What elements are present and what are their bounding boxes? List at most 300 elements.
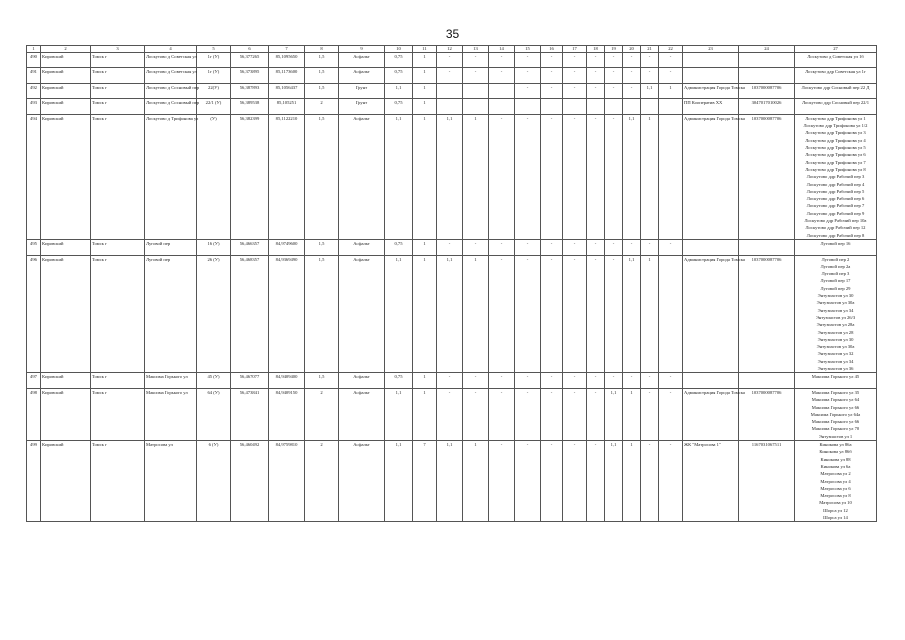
table-cell: Грунт bbox=[339, 83, 385, 99]
table-cell: 2 bbox=[305, 99, 339, 115]
table-cell: 1,1 bbox=[385, 83, 413, 99]
address-line: Энтузиастов ул 34 bbox=[817, 307, 854, 313]
table-cell: - bbox=[605, 83, 623, 99]
table-cell: 1 bbox=[463, 441, 489, 522]
table-cell: - bbox=[489, 68, 515, 84]
table-cell: - bbox=[641, 52, 659, 68]
table-cell: 56,387893 bbox=[231, 83, 269, 99]
table-cell: 1037000087706 bbox=[739, 114, 795, 239]
address-line: Лоскутово ддр Трифонова ул 5 bbox=[805, 145, 866, 151]
table-cell bbox=[437, 83, 463, 99]
table-cell: - bbox=[605, 68, 623, 84]
table-cell: - bbox=[623, 373, 641, 389]
address-line: Энтузиастов ул 30а bbox=[816, 344, 855, 350]
table-cell: - bbox=[489, 52, 515, 68]
table-row bbox=[27, 441, 877, 522]
address-line: Энтузиастов ул 28 bbox=[817, 329, 854, 335]
address-line: Кинокова ул 86а bbox=[819, 442, 852, 448]
address-line: Лоскутово ддр Трифонова ул 1/2 bbox=[803, 123, 868, 129]
table-cell bbox=[563, 99, 587, 115]
address-line: Энтузиастов ул 30 bbox=[817, 336, 854, 342]
table-cell: ЖК "Матросова 1" bbox=[683, 441, 739, 522]
table-cell: 7 bbox=[413, 441, 437, 522]
table-cell: - bbox=[489, 441, 515, 522]
table-cell: 1,1 bbox=[385, 441, 413, 522]
column-header: 12 bbox=[437, 46, 463, 53]
address-line: Кинокова ул 88 bbox=[820, 456, 851, 462]
table-cell: Лоскутово д Сосновый пер bbox=[145, 99, 197, 115]
table-cell: 6 (У) bbox=[197, 441, 231, 522]
table-cell: 84,9409150 bbox=[269, 388, 305, 440]
table-cell: - bbox=[437, 68, 463, 84]
table-cell bbox=[739, 239, 795, 255]
table-cell: Администрация Города Томска bbox=[683, 114, 739, 239]
table-cell: Кировский bbox=[41, 52, 91, 68]
table-cell: - bbox=[659, 441, 683, 522]
table-cell: Асфальт bbox=[339, 52, 385, 68]
table-cell: 493 bbox=[27, 99, 41, 115]
address-line: Кинокова ул 86б bbox=[819, 449, 852, 455]
column-header: 22 bbox=[659, 46, 683, 53]
table-cell: - bbox=[605, 114, 623, 239]
table-cell: Томск г bbox=[91, 441, 145, 522]
table-cell: 56,473841 bbox=[231, 388, 269, 440]
address-line: Энтузиастов ул 28а bbox=[816, 322, 855, 328]
table-cell: - bbox=[641, 441, 659, 522]
table-row bbox=[27, 388, 877, 440]
table-cell: 84,9369490 bbox=[269, 255, 305, 373]
table-row bbox=[27, 83, 877, 99]
column-header: 2 bbox=[41, 46, 91, 53]
table-cell: - bbox=[489, 255, 515, 373]
table-cell: - bbox=[563, 255, 587, 373]
address-line: Энтузиастов ул 36 bbox=[817, 366, 854, 372]
table-cell: 1037000087706 bbox=[739, 255, 795, 373]
table-cell: 1,5 bbox=[305, 83, 339, 99]
table-cell: 56,382399 bbox=[231, 114, 269, 239]
address-list-cell bbox=[795, 441, 877, 522]
table-cell: - bbox=[437, 52, 463, 68]
table-cell: - bbox=[463, 239, 489, 255]
table-cell: - bbox=[563, 114, 587, 239]
table-cell: - bbox=[541, 68, 563, 84]
table-cell: 0,75 bbox=[385, 52, 413, 68]
table-cell: 1037000087706 bbox=[739, 83, 795, 99]
table-cell: - bbox=[587, 373, 605, 389]
table-cell: 85,1056437 bbox=[269, 83, 305, 99]
table-cell: - bbox=[463, 68, 489, 84]
address-line: Шорса ул 14 bbox=[823, 515, 848, 521]
address-line: Лоскутово ддр Рабочий пер 8 bbox=[806, 232, 865, 238]
address-line: Матросова ул 2 bbox=[820, 471, 851, 477]
table-cell: Луговой пер bbox=[145, 255, 197, 373]
table-cell: 2 bbox=[305, 441, 339, 522]
register-table bbox=[26, 45, 877, 522]
table-cell: 490 bbox=[27, 52, 41, 68]
address-line: Луговой пер 2 bbox=[821, 256, 850, 262]
table-cell: 0,75 bbox=[385, 239, 413, 255]
address-line: Максима Горького ул 64 bbox=[811, 397, 860, 403]
table-cell: 1,1 bbox=[385, 388, 413, 440]
table-cell: 45 (У) bbox=[197, 373, 231, 389]
table-cell: Асфальт bbox=[339, 239, 385, 255]
table-cell: 56,467077 bbox=[231, 373, 269, 389]
address-line: Матросова ул 10 bbox=[819, 500, 852, 506]
table-cell: 1,1 bbox=[623, 114, 641, 239]
table-cell: Асфальт bbox=[339, 68, 385, 84]
address-line: Луговой пер 2а bbox=[820, 263, 851, 269]
table-cell: Томск г bbox=[91, 83, 145, 99]
table-cell: - bbox=[563, 388, 587, 440]
table-cell: - bbox=[541, 83, 563, 99]
table-cell: 1 bbox=[413, 83, 437, 99]
table-cell bbox=[623, 99, 641, 115]
table-cell: 56,460492 bbox=[231, 441, 269, 522]
table-cell bbox=[659, 99, 683, 115]
table-cell: - bbox=[659, 239, 683, 255]
table-cell bbox=[489, 83, 515, 99]
table-cell: Максима Горького ул bbox=[145, 388, 197, 440]
table-cell: 84,9409400 bbox=[269, 373, 305, 389]
table-row bbox=[27, 52, 877, 68]
table-cell bbox=[515, 99, 541, 115]
column-header: 13 bbox=[463, 46, 489, 53]
table-cell: 1,5 bbox=[305, 68, 339, 84]
table-cell: - bbox=[623, 52, 641, 68]
table-cell: - bbox=[515, 114, 541, 239]
address-line: Матросова ул 8 bbox=[820, 493, 851, 499]
column-header: 21 bbox=[641, 46, 659, 53]
column-header: 24 bbox=[739, 46, 795, 53]
table-row bbox=[27, 114, 877, 239]
address-line: Лоскутово ддр Сосновый пер 22/1 bbox=[801, 100, 870, 106]
table-cell: Кировский bbox=[41, 114, 91, 239]
table-cell: 1 bbox=[413, 114, 437, 239]
table-cell: 64 (У) bbox=[197, 388, 231, 440]
table-cell: Асфальт bbox=[339, 114, 385, 239]
address-line: Лоскутово ддр Рабочий пер 5 bbox=[806, 188, 865, 194]
table-cell bbox=[739, 373, 795, 389]
address-line: Матросова ул 6 bbox=[820, 485, 851, 491]
table-cell: 56,466357 bbox=[231, 239, 269, 255]
table-cell: 499 bbox=[27, 441, 41, 522]
table-cell: 1,5 bbox=[305, 114, 339, 239]
table-cell: 1г (У) bbox=[197, 52, 231, 68]
table-cell: - bbox=[587, 52, 605, 68]
table-cell: Лоскутово д Советская ул bbox=[145, 52, 197, 68]
table-cell: - bbox=[541, 373, 563, 389]
table-cell: Кировский bbox=[41, 255, 91, 373]
address-line: Максима Горького ул 64а bbox=[810, 411, 861, 417]
table-cell bbox=[659, 255, 683, 373]
address-line: Лоскутово ддр Трифонова ул 7 bbox=[805, 159, 866, 165]
table-cell: Кировский bbox=[41, 441, 91, 522]
table-cell: 1 bbox=[659, 83, 683, 99]
page-number: 35 bbox=[445, 27, 460, 41]
table-cell: 85,1095650 bbox=[269, 52, 305, 68]
table-cell: 1,1 bbox=[437, 441, 463, 522]
table-cell: 1 bbox=[463, 114, 489, 239]
table-cell: - bbox=[437, 373, 463, 389]
table-cell: - bbox=[515, 239, 541, 255]
table-cell: - bbox=[515, 255, 541, 373]
column-header: 15 bbox=[515, 46, 541, 53]
table-cell bbox=[659, 114, 683, 239]
address-list-cell bbox=[795, 99, 877, 115]
address-line: Лоскутово д Советская ул 1б bbox=[807, 53, 864, 59]
address-line: Кинокова ул 6а bbox=[820, 463, 851, 469]
table-cell bbox=[739, 52, 795, 68]
table-cell: Администрация Города Томска bbox=[683, 388, 739, 440]
address-line: Энтузиастов ул 32 bbox=[817, 351, 854, 357]
address-line: Луговой пер 16 bbox=[820, 240, 851, 246]
address-line: Лоскутово ддр Рабочий пер 9 bbox=[806, 210, 865, 216]
table-cell: Грунт bbox=[339, 99, 385, 115]
table-cell: 1167031067511 bbox=[739, 441, 795, 522]
table-cell: 16 (У) bbox=[197, 239, 231, 255]
table-cell: - bbox=[541, 255, 563, 373]
table-cell: Томск г bbox=[91, 239, 145, 255]
column-header: 19 bbox=[605, 46, 623, 53]
table-cell bbox=[683, 68, 739, 84]
table-cell: - bbox=[587, 68, 605, 84]
table-cell: 492 bbox=[27, 83, 41, 99]
address-line: Максима Горького ул 35 bbox=[811, 389, 860, 395]
table-cell: - bbox=[641, 388, 659, 440]
table-cell: 497 bbox=[27, 373, 41, 389]
address-line: Шорса ул 12 bbox=[823, 507, 848, 513]
table-cell bbox=[683, 239, 739, 255]
table-cell: 1 bbox=[641, 255, 659, 373]
table-cell: 1 bbox=[413, 373, 437, 389]
address-list-cell bbox=[795, 83, 877, 99]
table-cell: Матросова ул bbox=[145, 441, 197, 522]
table-cell: Томск г bbox=[91, 373, 145, 389]
address-line: Луговой пер 3 bbox=[821, 271, 850, 277]
table-cell: 1,5 bbox=[305, 239, 339, 255]
address-line: Лоскутово ддр Рабочий пер 6 bbox=[806, 196, 865, 202]
table-row bbox=[27, 68, 877, 84]
address-list-cell bbox=[795, 388, 877, 440]
address-list-cell bbox=[795, 114, 877, 239]
table-cell: 1,5 bbox=[305, 52, 339, 68]
column-header: 10 bbox=[385, 46, 413, 53]
table-cell: 1 bbox=[413, 255, 437, 373]
table-cell: 2 bbox=[305, 388, 339, 440]
table-cell: Кировский bbox=[41, 99, 91, 115]
column-header: 5 bbox=[197, 46, 231, 53]
table-cell: - bbox=[587, 441, 605, 522]
table-cell: Томск г bbox=[91, 114, 145, 239]
table-cell: - bbox=[587, 83, 605, 99]
table-cell: 56,389538 bbox=[231, 99, 269, 115]
table-cell: 1 bbox=[413, 388, 437, 440]
address-line: Максима Горького ул 45 bbox=[811, 374, 860, 380]
column-header: 9 bbox=[339, 46, 385, 53]
table-cell: (У) bbox=[197, 114, 231, 239]
address-list-cell bbox=[795, 239, 877, 255]
table-cell: - bbox=[515, 68, 541, 84]
table-cell: - bbox=[541, 441, 563, 522]
table-cell: 85,1122210 bbox=[269, 114, 305, 239]
column-header: 3 bbox=[91, 46, 145, 53]
table-cell: Лоскутово д Трифонова ул bbox=[145, 114, 197, 239]
table-cell: - bbox=[489, 239, 515, 255]
table-cell: - bbox=[563, 441, 587, 522]
address-line: Лоскутово ддр Трифонова ул 3 bbox=[805, 130, 866, 136]
table-cell: Лоскутово д Советская ул bbox=[145, 68, 197, 84]
table-cell: 1 bbox=[413, 239, 437, 255]
column-header: 16 bbox=[541, 46, 563, 53]
table-cell: - bbox=[463, 388, 489, 440]
table-cell: Луговой пер bbox=[145, 239, 197, 255]
table-cell: Кировский bbox=[41, 373, 91, 389]
table-cell: Томск г bbox=[91, 52, 145, 68]
table-cell: - bbox=[605, 373, 623, 389]
table-cell: 1 bbox=[413, 68, 437, 84]
table-cell: 1,1 bbox=[385, 255, 413, 373]
table-cell: - bbox=[563, 52, 587, 68]
table-cell: - bbox=[659, 52, 683, 68]
column-header: 8 bbox=[305, 46, 339, 53]
table-cell: - bbox=[659, 388, 683, 440]
table-cell: 1 bbox=[413, 99, 437, 115]
table-cell: Асфальт bbox=[339, 373, 385, 389]
column-header: 17 bbox=[563, 46, 587, 53]
table-cell: - bbox=[587, 388, 605, 440]
address-line: Лоскутово ддр Рабочий пер 3 bbox=[806, 174, 865, 180]
address-line: Максима Горького ул 70 bbox=[811, 426, 860, 432]
table-cell: Асфальт bbox=[339, 441, 385, 522]
address-line: Максима Горького ул 66 bbox=[811, 419, 860, 425]
table-cell: - bbox=[587, 255, 605, 373]
column-header: 1 bbox=[27, 46, 41, 53]
address-line: Матросова ул 4 bbox=[820, 478, 851, 484]
table-cell: - bbox=[605, 239, 623, 255]
address-line: Лоскутово ддр Трифонова ул 1 bbox=[805, 115, 866, 121]
table-cell: - bbox=[489, 388, 515, 440]
table-cell: 26 (У) bbox=[197, 255, 231, 373]
table-cell: - bbox=[515, 83, 541, 99]
table-cell bbox=[641, 99, 659, 115]
table-cell: - bbox=[641, 239, 659, 255]
table-cell: - bbox=[541, 114, 563, 239]
address-line: Лоскутово ддр Советская ул 1г bbox=[805, 69, 866, 75]
table-cell: 22/1 (У) bbox=[197, 99, 231, 115]
table-cell: 1037000087706 bbox=[739, 388, 795, 440]
table-cell: - bbox=[587, 239, 605, 255]
address-line: Энтузиастов ул 30 bbox=[817, 293, 854, 299]
table-cell: 3047017010026 bbox=[739, 99, 795, 115]
table-cell: - bbox=[515, 52, 541, 68]
table-cell: - bbox=[463, 373, 489, 389]
table-cell: - bbox=[437, 239, 463, 255]
table-cell: - bbox=[489, 114, 515, 239]
table-cell: - bbox=[641, 68, 659, 84]
table-cell: - bbox=[489, 373, 515, 389]
table-row bbox=[27, 255, 877, 373]
table-cell: 84,9749600 bbox=[269, 239, 305, 255]
table-cell: 1 bbox=[623, 388, 641, 440]
table-cell: 1,1 bbox=[641, 83, 659, 99]
address-line: Лоскутово ддр Трифонова ул 4 bbox=[805, 137, 866, 143]
table-cell: 56,468357 bbox=[231, 255, 269, 373]
table-row bbox=[27, 99, 877, 115]
table-cell bbox=[541, 99, 563, 115]
address-line: Луговой пер 17 bbox=[820, 278, 851, 284]
table-cell: Томск г bbox=[91, 388, 145, 440]
table-cell: - bbox=[563, 373, 587, 389]
table-cell: - bbox=[563, 239, 587, 255]
table-cell: 56,373895 bbox=[231, 68, 269, 84]
table-cell: 85,105251 bbox=[269, 99, 305, 115]
table-cell: Кировский bbox=[41, 388, 91, 440]
table-cell: - bbox=[437, 388, 463, 440]
address-line: Лоскутово ддр Рабочий пер 12 bbox=[805, 225, 866, 231]
column-header: 4 bbox=[145, 46, 197, 53]
table-cell: Кировский bbox=[41, 68, 91, 84]
address-line: Лоскутово ддр Рабочий пер 7 bbox=[806, 203, 865, 209]
address-line: Лоскутово ддр Трифонова ул 6 bbox=[805, 152, 866, 158]
address-line: Энтузиастов ул 30а bbox=[816, 300, 855, 306]
column-header: 11 bbox=[413, 46, 437, 53]
table-cell bbox=[739, 68, 795, 84]
address-line: Луговой пер 29 bbox=[820, 285, 851, 291]
column-header: 14 bbox=[489, 46, 515, 53]
table-cell bbox=[437, 99, 463, 115]
table-cell: - bbox=[541, 388, 563, 440]
address-list-cell bbox=[795, 68, 877, 84]
table-cell: - bbox=[641, 373, 659, 389]
table-cell: Асфальт bbox=[339, 388, 385, 440]
address-line: Максима Горького ул 66 bbox=[811, 404, 860, 410]
table-cell bbox=[489, 99, 515, 115]
table-cell: 0,75 bbox=[385, 99, 413, 115]
table-cell: ПП Кооператив XX bbox=[683, 99, 739, 115]
table-cell: Асфальт bbox=[339, 255, 385, 373]
table-cell: Томск г bbox=[91, 68, 145, 84]
table-cell: 1,5 bbox=[305, 255, 339, 373]
column-header: 7 bbox=[269, 46, 305, 53]
table-cell: Томск г bbox=[91, 99, 145, 115]
column-header: 20 bbox=[623, 46, 641, 53]
table-cell: - bbox=[623, 83, 641, 99]
table-cell: 0,75 bbox=[385, 68, 413, 84]
column-header: 23 bbox=[683, 46, 739, 53]
table-cell: 56,377265 bbox=[231, 52, 269, 68]
column-header: 27 bbox=[795, 46, 877, 53]
address-list-cell bbox=[795, 52, 877, 68]
table-cell: - bbox=[659, 68, 683, 84]
table-cell: 495 bbox=[27, 239, 41, 255]
table-cell: - bbox=[515, 373, 541, 389]
table-cell: Томск г bbox=[91, 255, 145, 373]
table-cell: 498 bbox=[27, 388, 41, 440]
table-cell: Кировский bbox=[41, 83, 91, 99]
table-cell: 1,1 bbox=[385, 114, 413, 239]
table-cell: - bbox=[605, 52, 623, 68]
table-cell: Кировский bbox=[41, 239, 91, 255]
table-cell: 1,1 bbox=[437, 114, 463, 239]
table-cell: - bbox=[541, 52, 563, 68]
address-line: Энтузиастов ул 26/3 bbox=[815, 314, 856, 320]
table-cell: 494 bbox=[27, 114, 41, 239]
address-list-cell bbox=[795, 373, 877, 389]
table-cell: - bbox=[587, 114, 605, 239]
table-cell: 85,1173600 bbox=[269, 68, 305, 84]
table-cell: 491 bbox=[27, 68, 41, 84]
table-cell: - bbox=[515, 441, 541, 522]
